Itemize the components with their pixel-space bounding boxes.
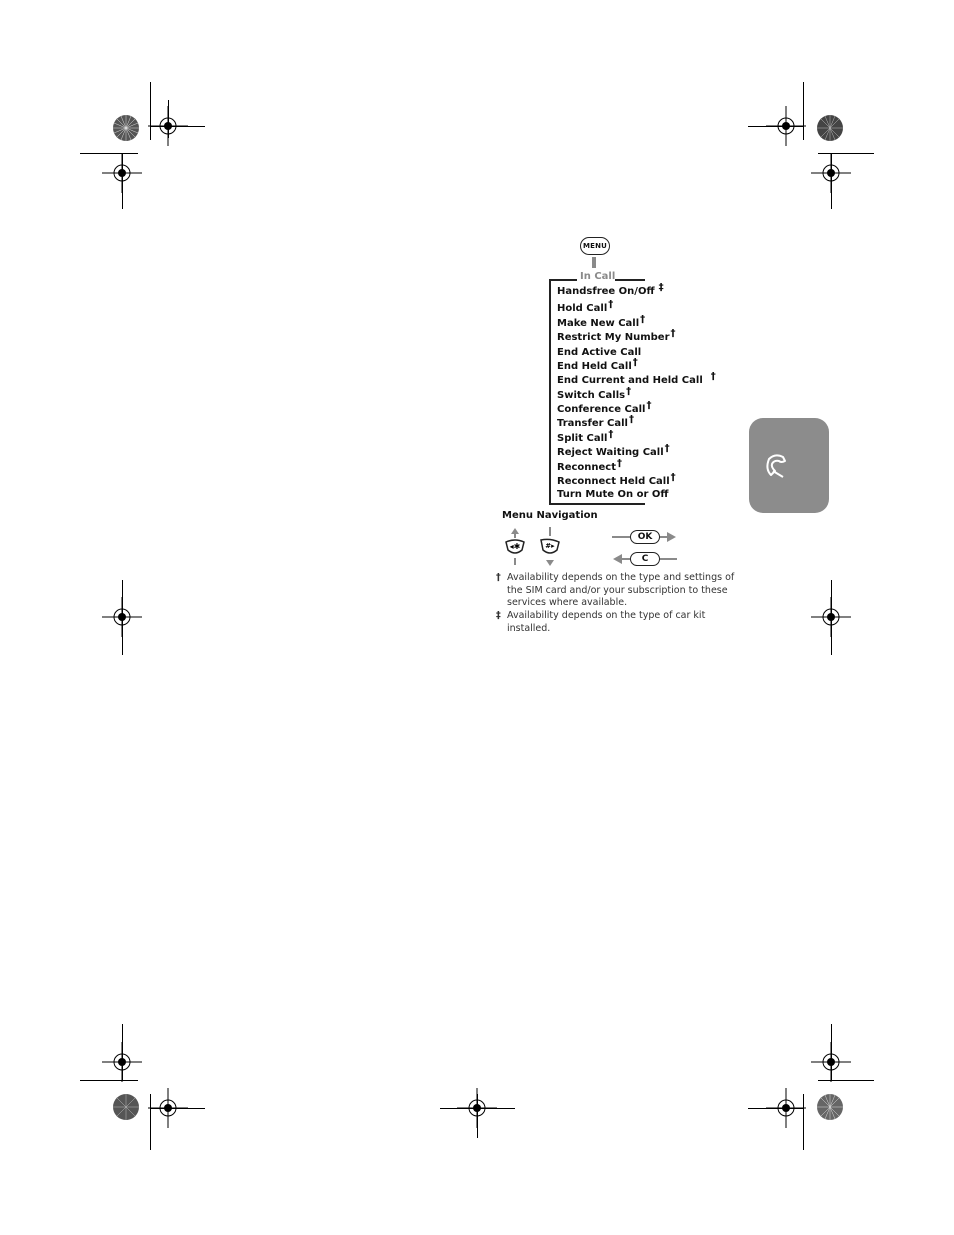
svg-text:#▸: #▸: [545, 542, 555, 550]
crop-line: [831, 580, 832, 655]
registration-mark: [102, 153, 142, 193]
menu-item[interactable]: [557, 458, 623, 473]
menu-bracket: [549, 279, 551, 504]
registration-mark: [148, 106, 188, 146]
menu-item[interactable]: [557, 429, 614, 444]
crop-line: [477, 1094, 478, 1138]
c-arrow-line: [660, 558, 677, 560]
availability-mark: †: [628, 414, 634, 425]
menu-bracket: [615, 279, 645, 281]
sunburst-mark: [815, 1092, 845, 1122]
crop-line: [122, 580, 123, 655]
menu-item[interactable]: [557, 472, 676, 487]
sunburst-mark: [815, 113, 845, 143]
registration-mark: [811, 153, 851, 193]
menu-item-label: Split Call: [557, 433, 608, 444]
menu-bracket: [549, 503, 645, 505]
menu-item-label: End Current and Held Call: [557, 375, 703, 386]
menu-bracket: [549, 279, 577, 281]
menu-title: In Call: [580, 271, 616, 282]
registration-mark: [102, 1042, 142, 1082]
menu-item[interactable]: [557, 299, 614, 314]
menu-item-label: Switch Calls: [557, 390, 626, 401]
c-key-button[interactable]: C: [630, 552, 660, 566]
menu-item-label: Conference Call: [557, 404, 646, 415]
menu-item-label: Reject Waiting Call: [557, 447, 664, 458]
phone-handset-icon: [761, 451, 791, 481]
star-key-icon: [500, 526, 530, 568]
footnote-text: Availability depends on the type and settings of the SIM card and/or your subscription to these services where available.: [507, 572, 735, 608]
menu-item[interactable]: [557, 386, 632, 401]
menu-item[interactable]: [557, 328, 676, 343]
svg-text:◂✱: ◂✱: [509, 542, 521, 551]
menu-item[interactable]: [557, 489, 668, 500]
menu-item-label: Hold Call: [557, 303, 608, 314]
menu-item[interactable]: [557, 314, 646, 329]
menu-item[interactable]: [557, 414, 634, 429]
footnote-symbol: ‡: [496, 610, 501, 621]
ok-key-button[interactable]: OK: [630, 530, 660, 544]
menu-item-label: Restrict My Number: [557, 332, 670, 343]
availability-mark: †: [626, 386, 632, 397]
registration-mark: [148, 1088, 188, 1128]
sunburst-mark: [111, 113, 141, 143]
menu-item-label: Reconnect: [557, 462, 617, 473]
menu-item-label: Make New Call: [557, 318, 640, 329]
availability-mark: †: [632, 357, 638, 368]
availability-mark: †: [640, 314, 646, 325]
availability-mark: †: [710, 371, 716, 382]
menu-item[interactable]: [557, 282, 664, 297]
availability-mark: †: [664, 443, 670, 454]
menu-item-label: End Active Call: [557, 347, 642, 358]
menu-item[interactable]: [557, 347, 641, 358]
availability-mark: †: [670, 328, 676, 339]
menu-item-label: Reconnect Held Call: [557, 476, 670, 487]
availability-mark: †: [670, 472, 676, 483]
registration-mark: [766, 106, 806, 146]
footnote-text: Availability depends on the type of car kit installed.: [507, 610, 706, 634]
availability-mark: †: [608, 429, 614, 440]
menu-item[interactable]: [557, 357, 638, 372]
menu-item[interactable]: [557, 400, 652, 415]
menu-item-label: Handsfree On/Off: [557, 286, 655, 297]
ok-arrow-line: [612, 536, 630, 538]
menu-key-button[interactable]: MENU: [580, 237, 610, 255]
menu-item-label: Transfer Call: [557, 418, 628, 429]
right-arrow-icon: [667, 532, 677, 542]
registration-mark: [766, 1088, 806, 1128]
menu-item[interactable]: [557, 443, 670, 458]
chapter-tab: [749, 418, 829, 513]
navigation-title: Menu Navigation: [502, 510, 598, 521]
menu-item[interactable]: [557, 371, 716, 386]
footnote-symbol: †: [496, 572, 501, 583]
c-arrow-line: [621, 558, 630, 560]
availability-mark: †: [646, 400, 652, 411]
menu-item-label: End Held Call: [557, 361, 632, 372]
menu-connector: [592, 257, 596, 268]
sunburst-mark: [111, 1092, 141, 1122]
availability-mark: ‡: [658, 282, 664, 293]
registration-mark: [811, 1042, 851, 1082]
availability-mark: †: [608, 299, 614, 310]
hash-key-icon: [535, 526, 565, 568]
availability-mark: †: [617, 458, 623, 469]
menu-item-label: Turn Mute On or Off: [557, 489, 669, 500]
